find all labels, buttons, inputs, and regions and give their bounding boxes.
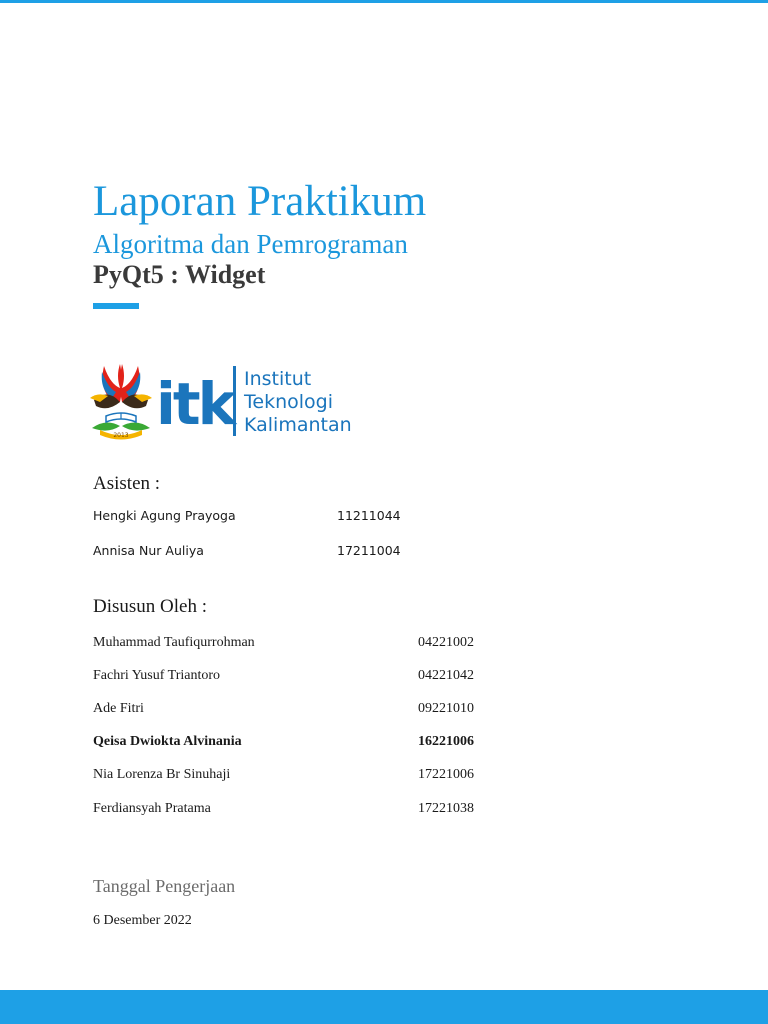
member-row [93, 765, 493, 785]
member-name: Ade Fitri [93, 701, 144, 716]
itk-wordmark [156, 366, 352, 438]
crest-year-text: 2013 [113, 432, 129, 439]
bottom-accent-band [0, 990, 768, 1024]
member-id: 17221038 [418, 801, 474, 816]
report-topic: PyQt5 : Widget [93, 260, 266, 289]
member-id: 17221006 [418, 767, 474, 782]
date-heading: Tanggal Pengerjaan [93, 876, 236, 896]
logo-text-line1: Institut [244, 368, 312, 390]
member-name: Ferdiansyah Pratama [93, 801, 211, 816]
member-id: 16221006 [418, 734, 474, 749]
asisten-row [93, 541, 423, 561]
report-title: Laporan Praktikum [93, 178, 427, 225]
member-row [93, 799, 493, 819]
member-row-highlighted [93, 732, 493, 752]
member-name: Qeisa Dwiokta Alvinania [93, 734, 242, 749]
member-row [93, 666, 493, 686]
asisten-row [93, 506, 423, 526]
date-value: 6 Desember 2022 [93, 913, 192, 928]
course-subtitle: Algoritma dan Pemrograman [93, 229, 408, 259]
member-name: Nia Lorenza Br Sinuhaji [93, 767, 231, 782]
logo-divider [233, 366, 236, 436]
asisten-heading: Asisten : [93, 473, 161, 494]
member-id: 04221042 [418, 668, 474, 683]
penyusun-heading: Disusun Oleh : [93, 596, 207, 617]
logo-text-line3: Kalimantan [244, 414, 352, 436]
itk-mark-text: itk [156, 370, 234, 438]
member-name: Muhammad Taufiqurrohman [93, 635, 255, 650]
asisten-id: 11211044 [337, 508, 401, 523]
logo-text-line2: Teknologi [244, 391, 333, 413]
member-row [93, 699, 493, 719]
member-id: 09221010 [418, 701, 474, 716]
member-name: Fachri Yusuf Triantoro [93, 668, 221, 683]
top-accent-rule [0, 0, 768, 3]
title-accent-bar [93, 303, 139, 309]
asisten-name: Hengki Agung Prayoga [93, 508, 236, 523]
member-id: 04221002 [418, 635, 474, 650]
itk-crest-icon [90, 364, 152, 440]
itk-logo [86, 358, 366, 440]
asisten-id: 17211004 [337, 543, 401, 558]
asisten-name: Annisa Nur Auliya [93, 543, 204, 558]
member-row [93, 633, 493, 653]
